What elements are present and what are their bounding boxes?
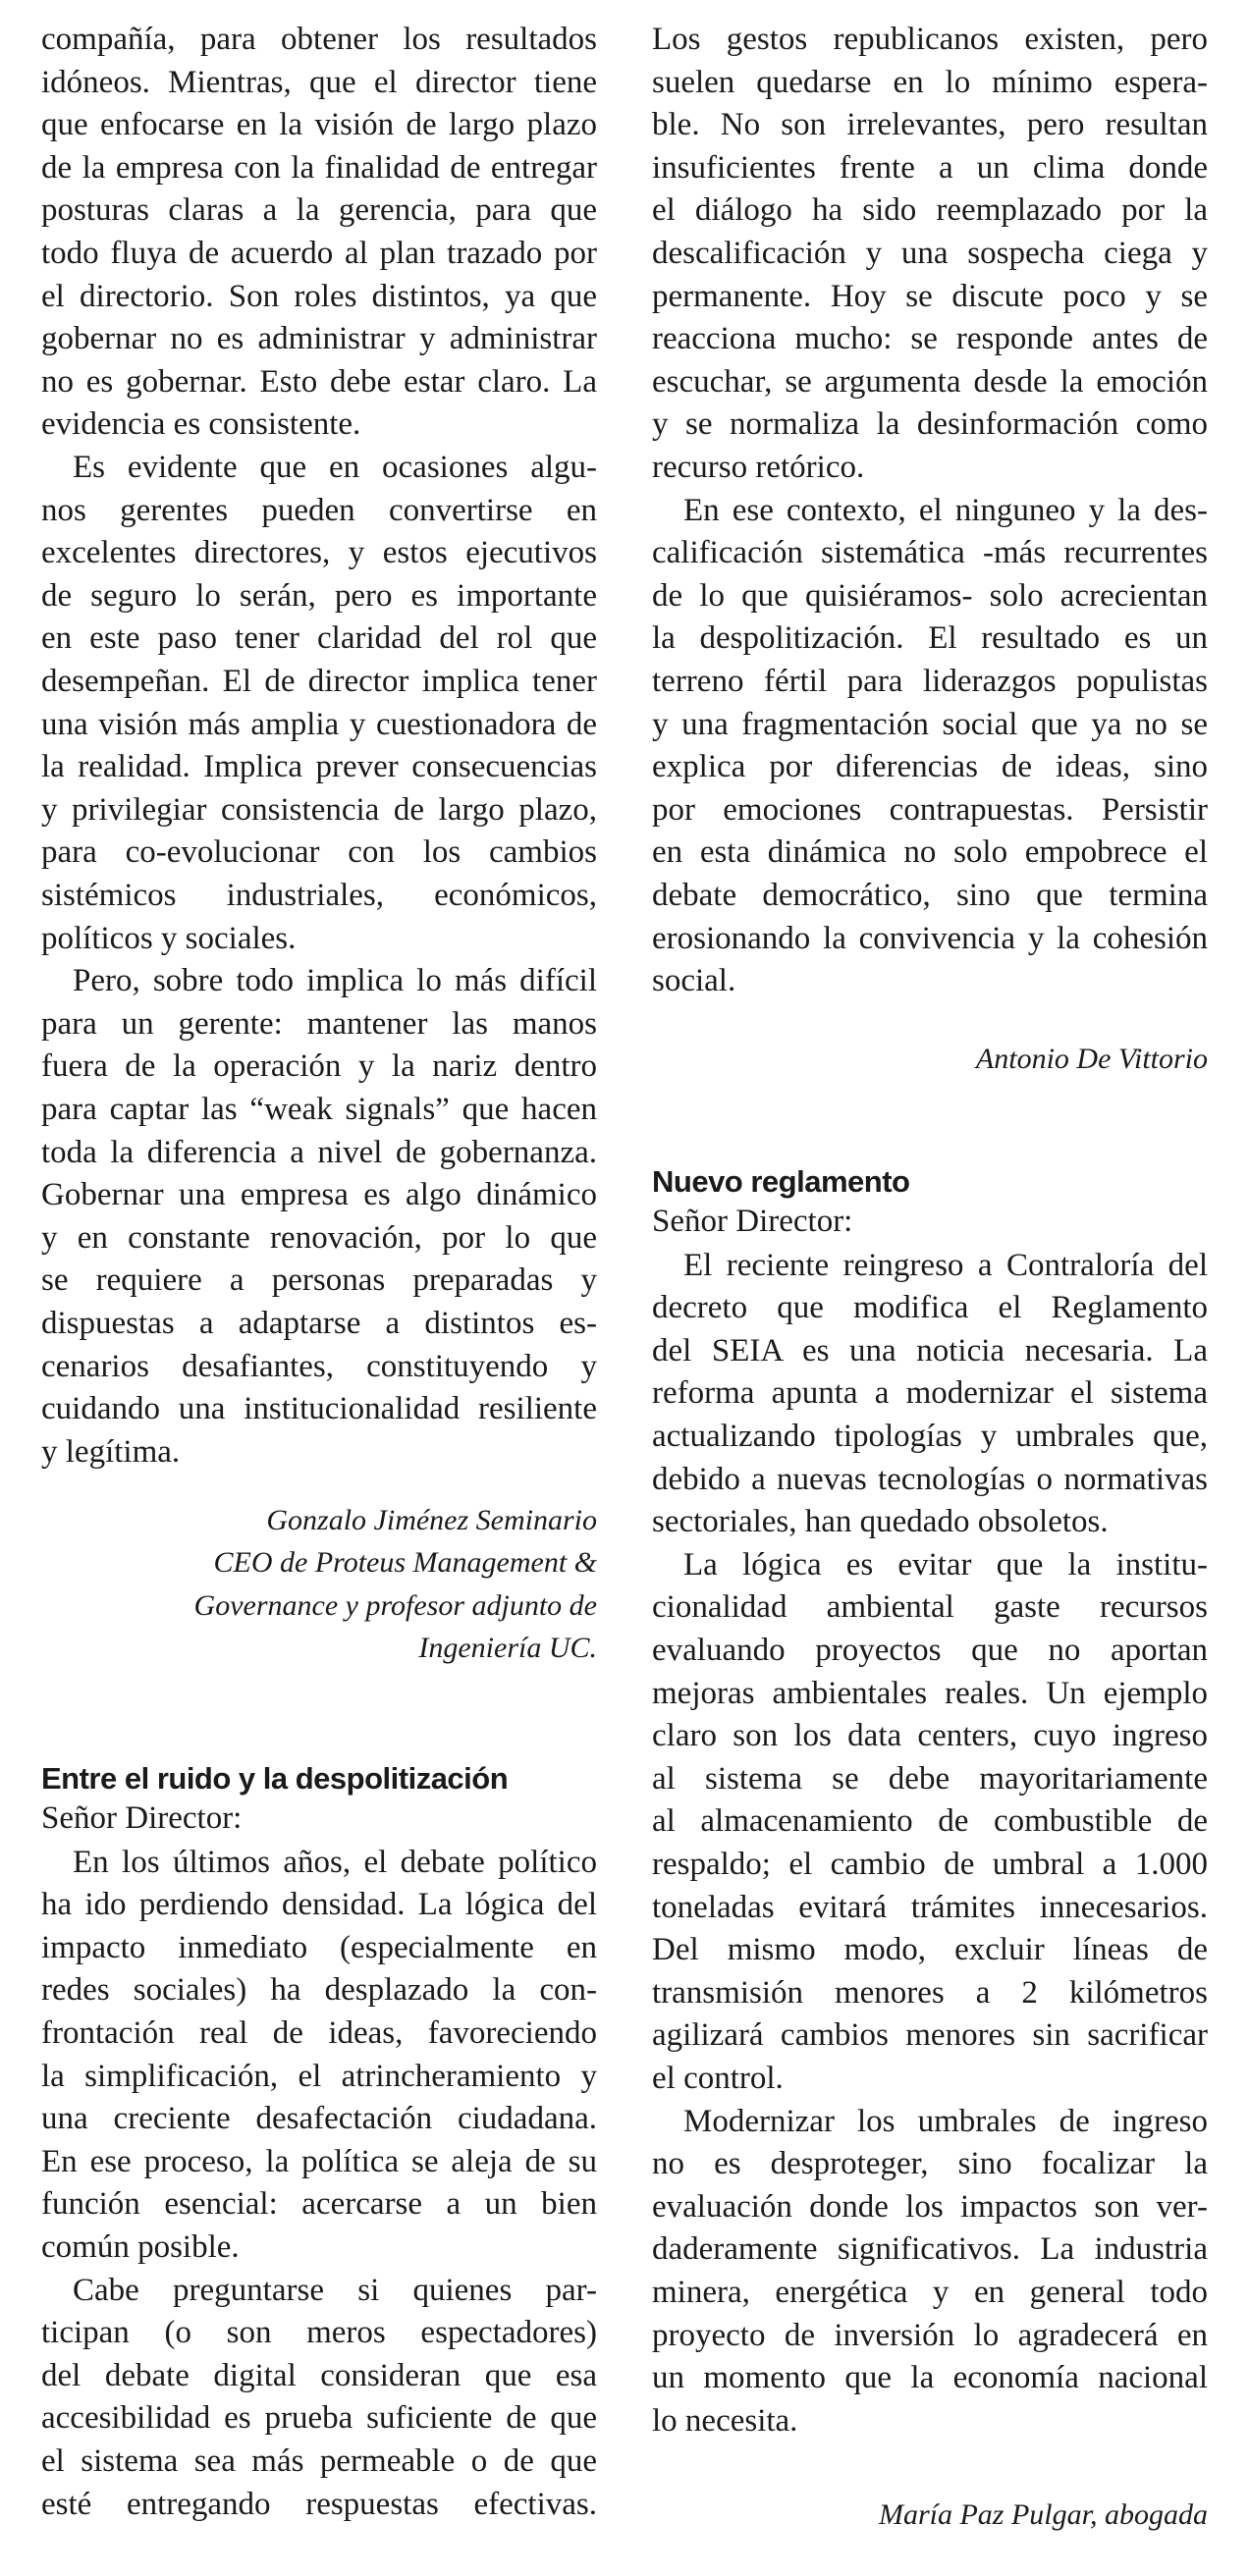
body-line: proyecto de inversión lo agradecerá en [652, 2318, 1208, 2353]
body-line: que enfocarse en la visión de largo plazo [41, 107, 597, 142]
body-line: evaluando proyectos que no aportan [652, 1633, 1208, 1668]
body-line: explica por diferencias de ideas, sino [652, 749, 1208, 784]
body-line: el diálogo ha sido reemplazado por la [652, 192, 1208, 228]
body-line: En ese contexto, el ninguneo y la des- [683, 493, 1208, 528]
body-line: suelen quedarse en lo mínimo espera- [652, 65, 1208, 100]
body-line: para captar las “weak signals” que hacen [41, 1092, 597, 1127]
body-line: cenarios desafiantes, constituyendo y [41, 1349, 597, 1384]
body-line: no es desproteger, sino focalizar la [652, 2146, 1208, 2181]
body-line: y en constante renovación, por lo que [41, 1220, 597, 1256]
body-line: cuidando una institucionalidad resiliente [41, 1391, 597, 1426]
body-line: reforma apunta a modernizar el sistema [652, 1375, 1208, 1411]
body-line: Gobernar una empresa es algo dinámico [41, 1177, 597, 1212]
letter-heading: Entre el ruido y la despolitización [41, 1761, 509, 1796]
signature-line: María Paz Pulgar, abogada [878, 2498, 1208, 2531]
body-line: El reciente reingreso a Contraloría del [683, 1248, 1208, 1283]
body-line: una visión más amplia y cuestionadora de [41, 707, 597, 742]
body-line: cionalidad ambiental gaste recursos [652, 1589, 1208, 1625]
body-line: Es evidente que en ocasiones algu- [73, 450, 597, 485]
body-line: en este paso tener claridad del rol que [41, 620, 597, 656]
body-line: redes sociales) ha desplazado la con- [41, 1972, 597, 2008]
signature-line: Antonio De Vittorio [975, 1043, 1208, 1075]
body-line: excelentes directores, y estos ejecutivos [41, 535, 597, 570]
body-line: políticos y sociales. [41, 921, 297, 956]
body-line: debate democrático, sino que termina [652, 878, 1208, 913]
body-line: de la empresa con la finalidad de entregar [41, 150, 597, 186]
body-line: evidencia es consistente. [41, 406, 361, 442]
body-line: En ese proceso, la política se aleja de su [41, 2144, 597, 2179]
body-line: mejoras ambientales reales. Un ejemplo [652, 1676, 1208, 1711]
body-line: toda la diferencia a nivel de gobernanza. [41, 1135, 597, 1170]
salutation: Señor Director: [41, 1800, 243, 1836]
body-line: En los últimos años, el debate político [73, 1845, 597, 1880]
body-line: la realidad. Implica prever consecuencias [41, 749, 597, 784]
body-line: recurso retórico. [652, 450, 865, 485]
body-line: frontación real de ideas, favoreciendo [41, 2015, 597, 2051]
salutation: Señor Director: [652, 1204, 853, 1239]
body-line: del debate digital consideran que esa [41, 2358, 597, 2393]
body-line: toneladas evitará trámites innecesarios. [652, 1890, 1208, 1925]
body-line: desempeñan. El de director implica tener [41, 664, 597, 699]
body-line: el sistema sea más permeable o de que [41, 2443, 597, 2479]
body-line: todo fluya de acuerdo al plan trazado por [41, 236, 597, 271]
body-line: Del mismo modo, excluir líneas de [652, 1932, 1208, 1967]
signature-line: Ingeniería UC. [418, 1632, 597, 1664]
body-line: la despolitización. El resultado es un [652, 620, 1208, 656]
body-line: lo necesita. [652, 2403, 798, 2439]
body-line: y privilegiar consistencia de largo plazo, [41, 792, 597, 828]
body-line: daderamente significativos. La industria [652, 2231, 1208, 2267]
body-line: permanente. Hoy se discute poco y se [652, 279, 1208, 314]
body-line: transmisión menores a 2 kilómetros [652, 1975, 1208, 2011]
body-line: social. [652, 963, 736, 998]
body-line: sectoriales, han quedado obsoletos. [652, 1504, 1109, 1539]
body-line: esté entregando respuestas efectivas. [41, 2487, 597, 2522]
body-line: debido a nuevas tecnologías o normativas [652, 1462, 1208, 1497]
body-line: descalificación y una sospecha ciega y [652, 236, 1208, 271]
body-line: de lo que quisiéramos- solo acrecientan [652, 578, 1208, 614]
body-line: Cabe preguntarse si quienes par- [73, 2273, 597, 2308]
body-line: respaldo; el cambio de umbral a 1.000 [652, 1847, 1208, 1882]
body-line: dispuestas a adaptarse a distintos es- [41, 1306, 597, 1341]
body-line: el directorio. Son roles distintos, ya que [41, 279, 597, 314]
body-line: actualizando tipologías y umbrales que, [652, 1419, 1208, 1454]
body-line: ble. No son irrelevantes, pero resultan [652, 107, 1208, 142]
body-line: para co-evolucionar con los cambios [41, 834, 597, 870]
body-line: y legítima. [41, 1434, 181, 1470]
body-line: al sistema se debe mayoritariamente [652, 1761, 1208, 1797]
body-line: para un gerente: mantener las manos [41, 1006, 597, 1042]
body-line: calificación sistemática -más recurrentes [652, 535, 1208, 570]
body-line: y una fragmentación social que ya no se [652, 707, 1208, 742]
body-line: gobernar no es administrar y administrar [41, 321, 597, 356]
body-line: del SEIA es una noticia necesaria. La [652, 1333, 1208, 1368]
body-line: fuera de la operación y la nariz dentro [41, 1048, 597, 1084]
signature-line: Gonzalo Jiménez Seminario [266, 1504, 597, 1536]
body-line: Pero, sobre todo implica lo más difícil [73, 963, 597, 998]
body-line: escuchar, se argumenta desde la emoción [652, 364, 1208, 400]
body-line: y se normaliza la desinformación como [652, 406, 1208, 442]
body-line: Los gestos republicanos existen, pero [652, 22, 1208, 57]
signature-line: CEO de Proteus Management & [213, 1546, 597, 1579]
letter-heading: Nuevo reglamento [652, 1164, 910, 1199]
body-line: un momento que la economía nacional [652, 2360, 1208, 2395]
body-line: insuficientes frente a un clima donde [652, 150, 1208, 186]
body-line: en esta dinámica no solo empobrece el [652, 834, 1208, 870]
signature-line: Governance y profesor adjunto de [193, 1589, 597, 1622]
body-line: terreno fértil para liderazgos populistas [652, 664, 1208, 699]
body-line: no es gobernar. Esto debe estar claro. La [41, 364, 597, 400]
body-line: accesibilidad es prueba suficiente de que [41, 2400, 597, 2436]
body-line: función esencial: acercarse a un bien [41, 2186, 597, 2222]
body-line: Modernizar los umbrales de ingreso [683, 2104, 1208, 2139]
body-line: sistémicos industriales, económicos, [41, 878, 597, 913]
body-line: la simplificación, el atrincheramiento y [41, 2059, 597, 2094]
body-line: ha ido perdiendo densidad. La lógica del [41, 1887, 597, 1922]
body-line: compañía, para obtener los resultados [41, 22, 597, 57]
body-line: el control. [652, 2061, 784, 2096]
body-line: erosionando la convivencia y la cohesión [652, 921, 1208, 956]
body-line: por emociones contrapuestas. Persistir [652, 792, 1208, 828]
body-line: una creciente desafectación ciudadana. [41, 2101, 597, 2136]
body-line: minera, energética y en general todo [652, 2275, 1208, 2310]
body-line: de seguro lo serán, pero es importante [41, 578, 597, 614]
body-line: reacciona mucho: se responde antes de [652, 321, 1208, 356]
body-line: decreto que modifica el Reglamento [652, 1290, 1208, 1325]
body-line: agilizará cambios menores sin sacrificar [652, 2017, 1208, 2053]
body-line: posturas claras a la gerencia, para que [41, 192, 597, 228]
body-line: evaluación donde los impactos son ver- [652, 2189, 1208, 2225]
body-line: claro son los data centers, cuyo ingreso [652, 1718, 1208, 1753]
body-line: La lógica es evitar que la institu- [683, 1547, 1208, 1583]
body-line: idóneos. Mientras, que el director tiene [41, 65, 597, 100]
body-line: ticipan (o son meros espectadores) [41, 2315, 597, 2350]
body-line: común posible. [41, 2229, 240, 2265]
body-line: impacto inmediato (especialmente en [41, 1930, 597, 1965]
body-line: al almacenamiento de combustible de [652, 1803, 1208, 1839]
body-line: se requiere a personas preparadas y [41, 1262, 597, 1298]
body-line: nos gerentes pueden convertirse en [41, 493, 597, 528]
